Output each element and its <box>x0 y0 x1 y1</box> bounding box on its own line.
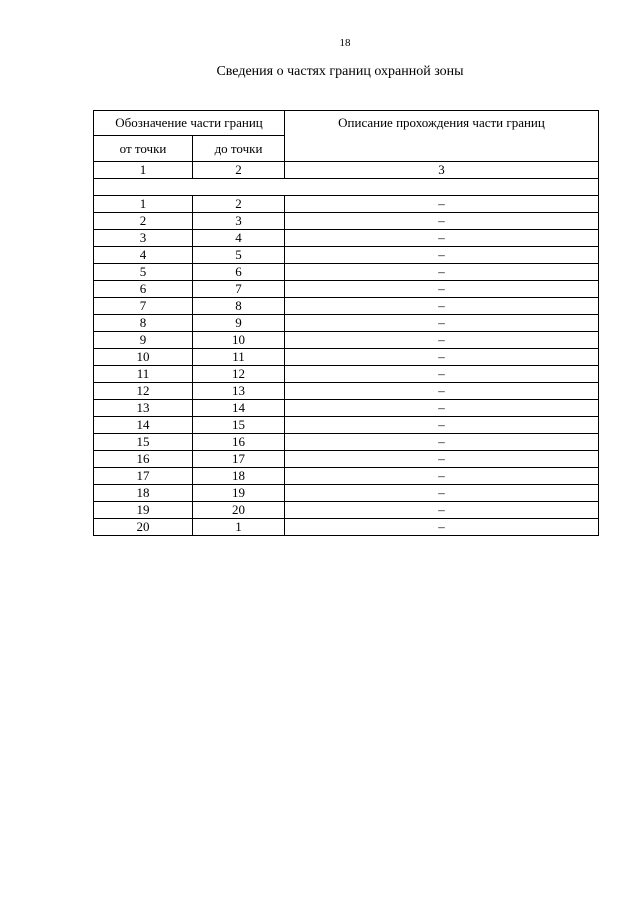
table-row <box>94 196 599 213</box>
table-row <box>94 315 599 332</box>
cell-description: – <box>285 315 599 332</box>
cell-description: – <box>285 400 599 417</box>
cell-description: – <box>285 298 599 315</box>
column-number-2: 2 <box>193 162 285 179</box>
boundary-rows <box>94 196 599 536</box>
cell-to-point: 1 <box>193 519 285 536</box>
table-row <box>94 247 599 264</box>
cell-from-point: 8 <box>94 315 193 332</box>
cell-description: – <box>285 230 599 247</box>
table-row <box>94 451 599 468</box>
cell-from-point: 10 <box>94 349 193 366</box>
cell-from-point: 17 <box>94 468 193 485</box>
cell-to-point: 6 <box>193 264 285 281</box>
cell-from-point: 1 <box>94 196 193 213</box>
cell-to-point: 17 <box>193 451 285 468</box>
table-row <box>94 366 599 383</box>
cell-description: – <box>285 247 599 264</box>
cell-from-point: 12 <box>94 383 193 400</box>
cell-to-point: 14 <box>193 400 285 417</box>
table-row <box>94 417 599 434</box>
header-boundary-designation: Обозначение части границ <box>94 111 285 136</box>
cell-to-point: 18 <box>193 468 285 485</box>
cell-to-point: 2 <box>193 196 285 213</box>
header-from-point: от точки <box>94 136 193 162</box>
cell-description: – <box>285 468 599 485</box>
cell-description: – <box>285 519 599 536</box>
table-row <box>94 332 599 349</box>
cell-description: – <box>285 383 599 400</box>
cell-description: – <box>285 264 599 281</box>
table-row <box>94 434 599 451</box>
cell-description: – <box>285 213 599 230</box>
cell-description: – <box>285 281 599 298</box>
cell-from-point: 3 <box>94 230 193 247</box>
cell-description: – <box>285 417 599 434</box>
header-boundary-description: Описание прохождения части границ <box>285 111 599 162</box>
cell-to-point: 9 <box>193 315 285 332</box>
table-row <box>94 485 599 502</box>
cell-to-point: 3 <box>193 213 285 230</box>
table-row <box>94 230 599 247</box>
cell-from-point: 16 <box>94 451 193 468</box>
cell-description: – <box>285 451 599 468</box>
cell-to-point: 13 <box>193 383 285 400</box>
cell-description: – <box>285 196 599 213</box>
cell-description: – <box>285 366 599 383</box>
cell-from-point: 2 <box>94 213 193 230</box>
cell-to-point: 16 <box>193 434 285 451</box>
cell-description: – <box>285 332 599 349</box>
cell-from-point: 18 <box>94 485 193 502</box>
cell-from-point: 4 <box>94 247 193 264</box>
cell-from-point: 6 <box>94 281 193 298</box>
table-row <box>94 502 599 519</box>
cell-to-point: 4 <box>193 230 285 247</box>
cell-from-point: 5 <box>94 264 193 281</box>
cell-from-point: 7 <box>94 298 193 315</box>
table-row <box>94 383 599 400</box>
column-number-3: 3 <box>285 162 599 179</box>
column-number-1: 1 <box>94 162 193 179</box>
table-row <box>94 213 599 230</box>
cell-to-point: 20 <box>193 502 285 519</box>
table-row <box>94 400 599 417</box>
cell-description: – <box>285 349 599 366</box>
boundary-parts-table <box>93 110 599 536</box>
section-spacer-row <box>94 179 599 196</box>
cell-from-point: 15 <box>94 434 193 451</box>
table-row <box>94 298 599 315</box>
table-row <box>94 281 599 298</box>
header-to-point: до точки <box>193 136 285 162</box>
cell-description: – <box>285 434 599 451</box>
cell-to-point: 10 <box>193 332 285 349</box>
cell-description: – <box>285 485 599 502</box>
cell-to-point: 15 <box>193 417 285 434</box>
cell-from-point: 9 <box>94 332 193 349</box>
page-title: Сведения о частях границ охранной зоны <box>216 64 464 79</box>
cell-to-point: 12 <box>193 366 285 383</box>
cell-from-point: 20 <box>94 519 193 536</box>
cell-to-point: 8 <box>193 298 285 315</box>
table-row <box>94 264 599 281</box>
cell-to-point: 5 <box>193 247 285 264</box>
cell-from-point: 11 <box>94 366 193 383</box>
page-number: 18 <box>339 37 351 49</box>
cell-from-point: 14 <box>94 417 193 434</box>
table-row <box>94 349 599 366</box>
cell-to-point: 19 <box>193 485 285 502</box>
cell-from-point: 13 <box>94 400 193 417</box>
table-row <box>94 519 599 536</box>
cell-description: – <box>285 502 599 519</box>
table-row <box>94 468 599 485</box>
cell-to-point: 7 <box>193 281 285 298</box>
cell-from-point: 19 <box>94 502 193 519</box>
cell-to-point: 11 <box>193 349 285 366</box>
